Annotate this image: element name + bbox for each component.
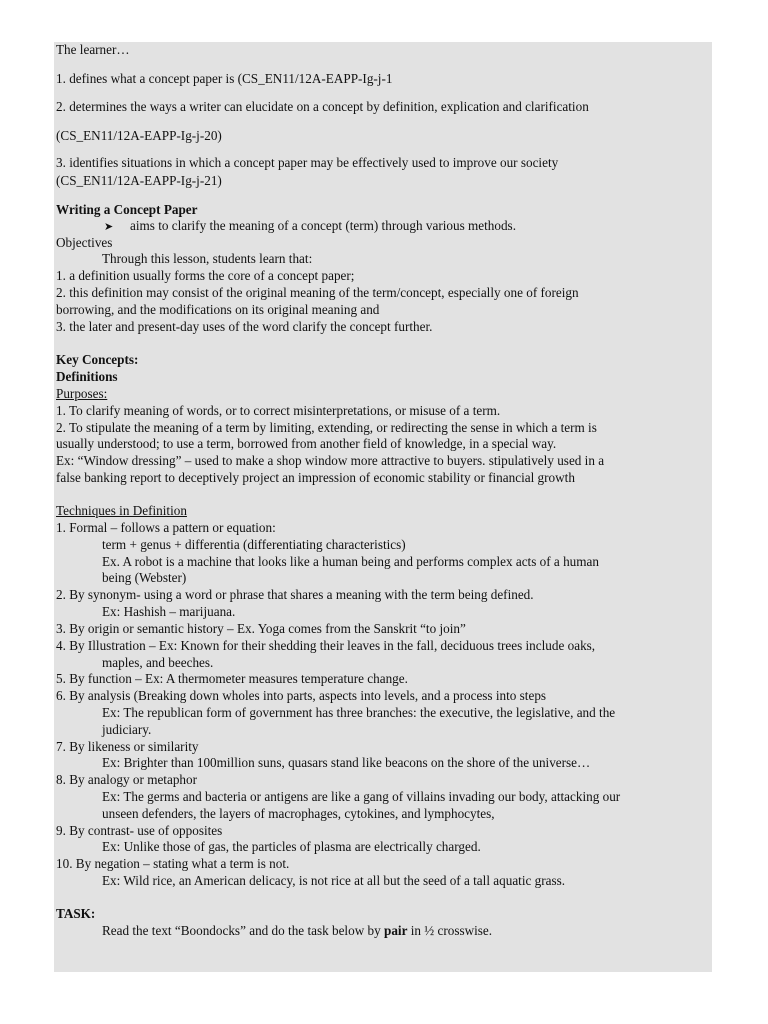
section-title: Writing a Concept Paper <box>56 202 198 217</box>
competency-3-code: (CS_EN11/12A-EAPP-Ig-j-21) <box>56 173 222 188</box>
competency-1: 1. defines what a concept paper is (CS_EN11/12A-EAPP-Ig-j-1 <box>56 71 393 86</box>
competency-2-code: (CS_EN11/12A-EAPP-Ig-j-20) <box>56 128 222 143</box>
purpose-2-cont: usually understood; to use a term, borrowed from another field of knowledge, in a special way. <box>56 436 557 451</box>
example-window-dressing: Ex: “Window dressing” – used to make a shop window more attractive to buyers. stipulatively used in a <box>56 453 605 468</box>
objectives-intro: Through this lesson, students learn that: <box>102 251 313 266</box>
technique-4: 4. By Illustration – Ex: Known for their shedding their leaves in the fall, deciduous trees include oaks, <box>56 638 596 653</box>
technique-4-cont: maples, and beeches. <box>102 655 214 670</box>
technique-2-example: Ex: Hashish – marijuana. <box>102 604 236 619</box>
competency-2: 2. determines the ways a writer can elucidate on a concept by definition, explication and clarification <box>56 99 589 114</box>
purposes-heading: Purposes: <box>56 386 108 401</box>
competency-3: 3. identifies situations in which a concept paper may be effectively used to improve our society <box>56 155 559 170</box>
technique-8-example-cont: unseen defenders, the layers of macrophages, cytokines, and lymphocytes, <box>102 806 495 821</box>
technique-10-example: Ex: Wild rice, an American delicacy, is not rice at all but the seed of a tall aquatic grass. <box>102 873 566 888</box>
objective-3: 3. the later and present-day uses of the word clarify the concept further. <box>56 319 433 334</box>
techniques-heading: Techniques in Definition <box>56 503 187 518</box>
technique-7-example: Ex: Brighter than 100million suns, quasars stand like beacons on the shore of the universe… <box>102 755 591 770</box>
technique-1-formula: term + genus + differentia (differentiating characteristics) <box>102 537 406 552</box>
task-instruction: Read the text “Boondocks” and do the task below by pair in ½ crosswise. <box>102 923 493 938</box>
definitions-heading: Definitions <box>56 369 118 384</box>
key-concepts-heading: Key Concepts: <box>56 352 139 367</box>
purpose-2: 2. To stipulate the meaning of a term by limiting, extending, or redirecting the sense in which a term is <box>56 420 597 435</box>
purpose-1: 1. To clarify meaning of words, or to correct misinterpretations, or misuse of a term. <box>56 403 501 418</box>
example-window-dressing-cont: false banking report to deceptively project an impression of economic stability or financial growth <box>56 470 575 485</box>
technique-8-example: Ex: The germs and bacteria or antigens are like a gang of villains invading our body, attacking our <box>102 789 621 804</box>
objectives-heading: Objectives <box>56 235 113 250</box>
technique-9-example: Ex: Unlike those of gas, the particles of plasma are electrically charged. <box>102 839 481 854</box>
technique-8: 8. By analogy or metaphor <box>56 772 197 787</box>
technique-5: 5. By function – Ex: A thermometer measures temperature change. <box>56 671 408 686</box>
technique-7: 7. By likeness or similarity <box>56 739 199 754</box>
objective-2-cont: borrowing, and the modifications on its original meaning and <box>56 302 380 317</box>
technique-6-example-cont: judiciary. <box>102 722 152 737</box>
technique-6-example: Ex: The republican form of government has three branches: the executive, the legislative, and the <box>102 705 616 720</box>
learner-intro: The learner… <box>56 42 130 57</box>
technique-3: 3. By origin or semantic history – Ex. Yoga comes from the Sanskrit “to join” <box>56 621 466 636</box>
document-page <box>54 42 712 972</box>
technique-9: 9. By contrast- use of opposites <box>56 823 223 838</box>
task-heading: TASK: <box>56 906 96 921</box>
technique-10: 10. By negation – stating what a term is not. <box>56 856 290 871</box>
technique-1-example-cont: being (Webster) <box>102 570 187 585</box>
arrow-bullet-icon: ➤ <box>104 221 114 233</box>
bullet-item: ➤ aims to clarify the meaning of a concept (term) through various methods. <box>104 218 516 233</box>
objective-1: 1. a definition usually forms the core of a concept paper; <box>56 268 355 283</box>
technique-1-example: Ex. A robot is a machine that looks like a human being and performs complex acts of a human <box>102 554 599 569</box>
objective-2: 2. this definition may consist of the original meaning of the term/concept, especially one of foreign <box>56 285 579 300</box>
technique-1: 1. Formal – follows a pattern or equation: <box>56 520 276 535</box>
technique-2: 2. By synonym- using a word or phrase that shares a meaning with the term being defined. <box>56 587 534 602</box>
technique-6: 6. By analysis (Breaking down wholes into parts, aspects into levels, and a process into steps <box>56 688 547 703</box>
